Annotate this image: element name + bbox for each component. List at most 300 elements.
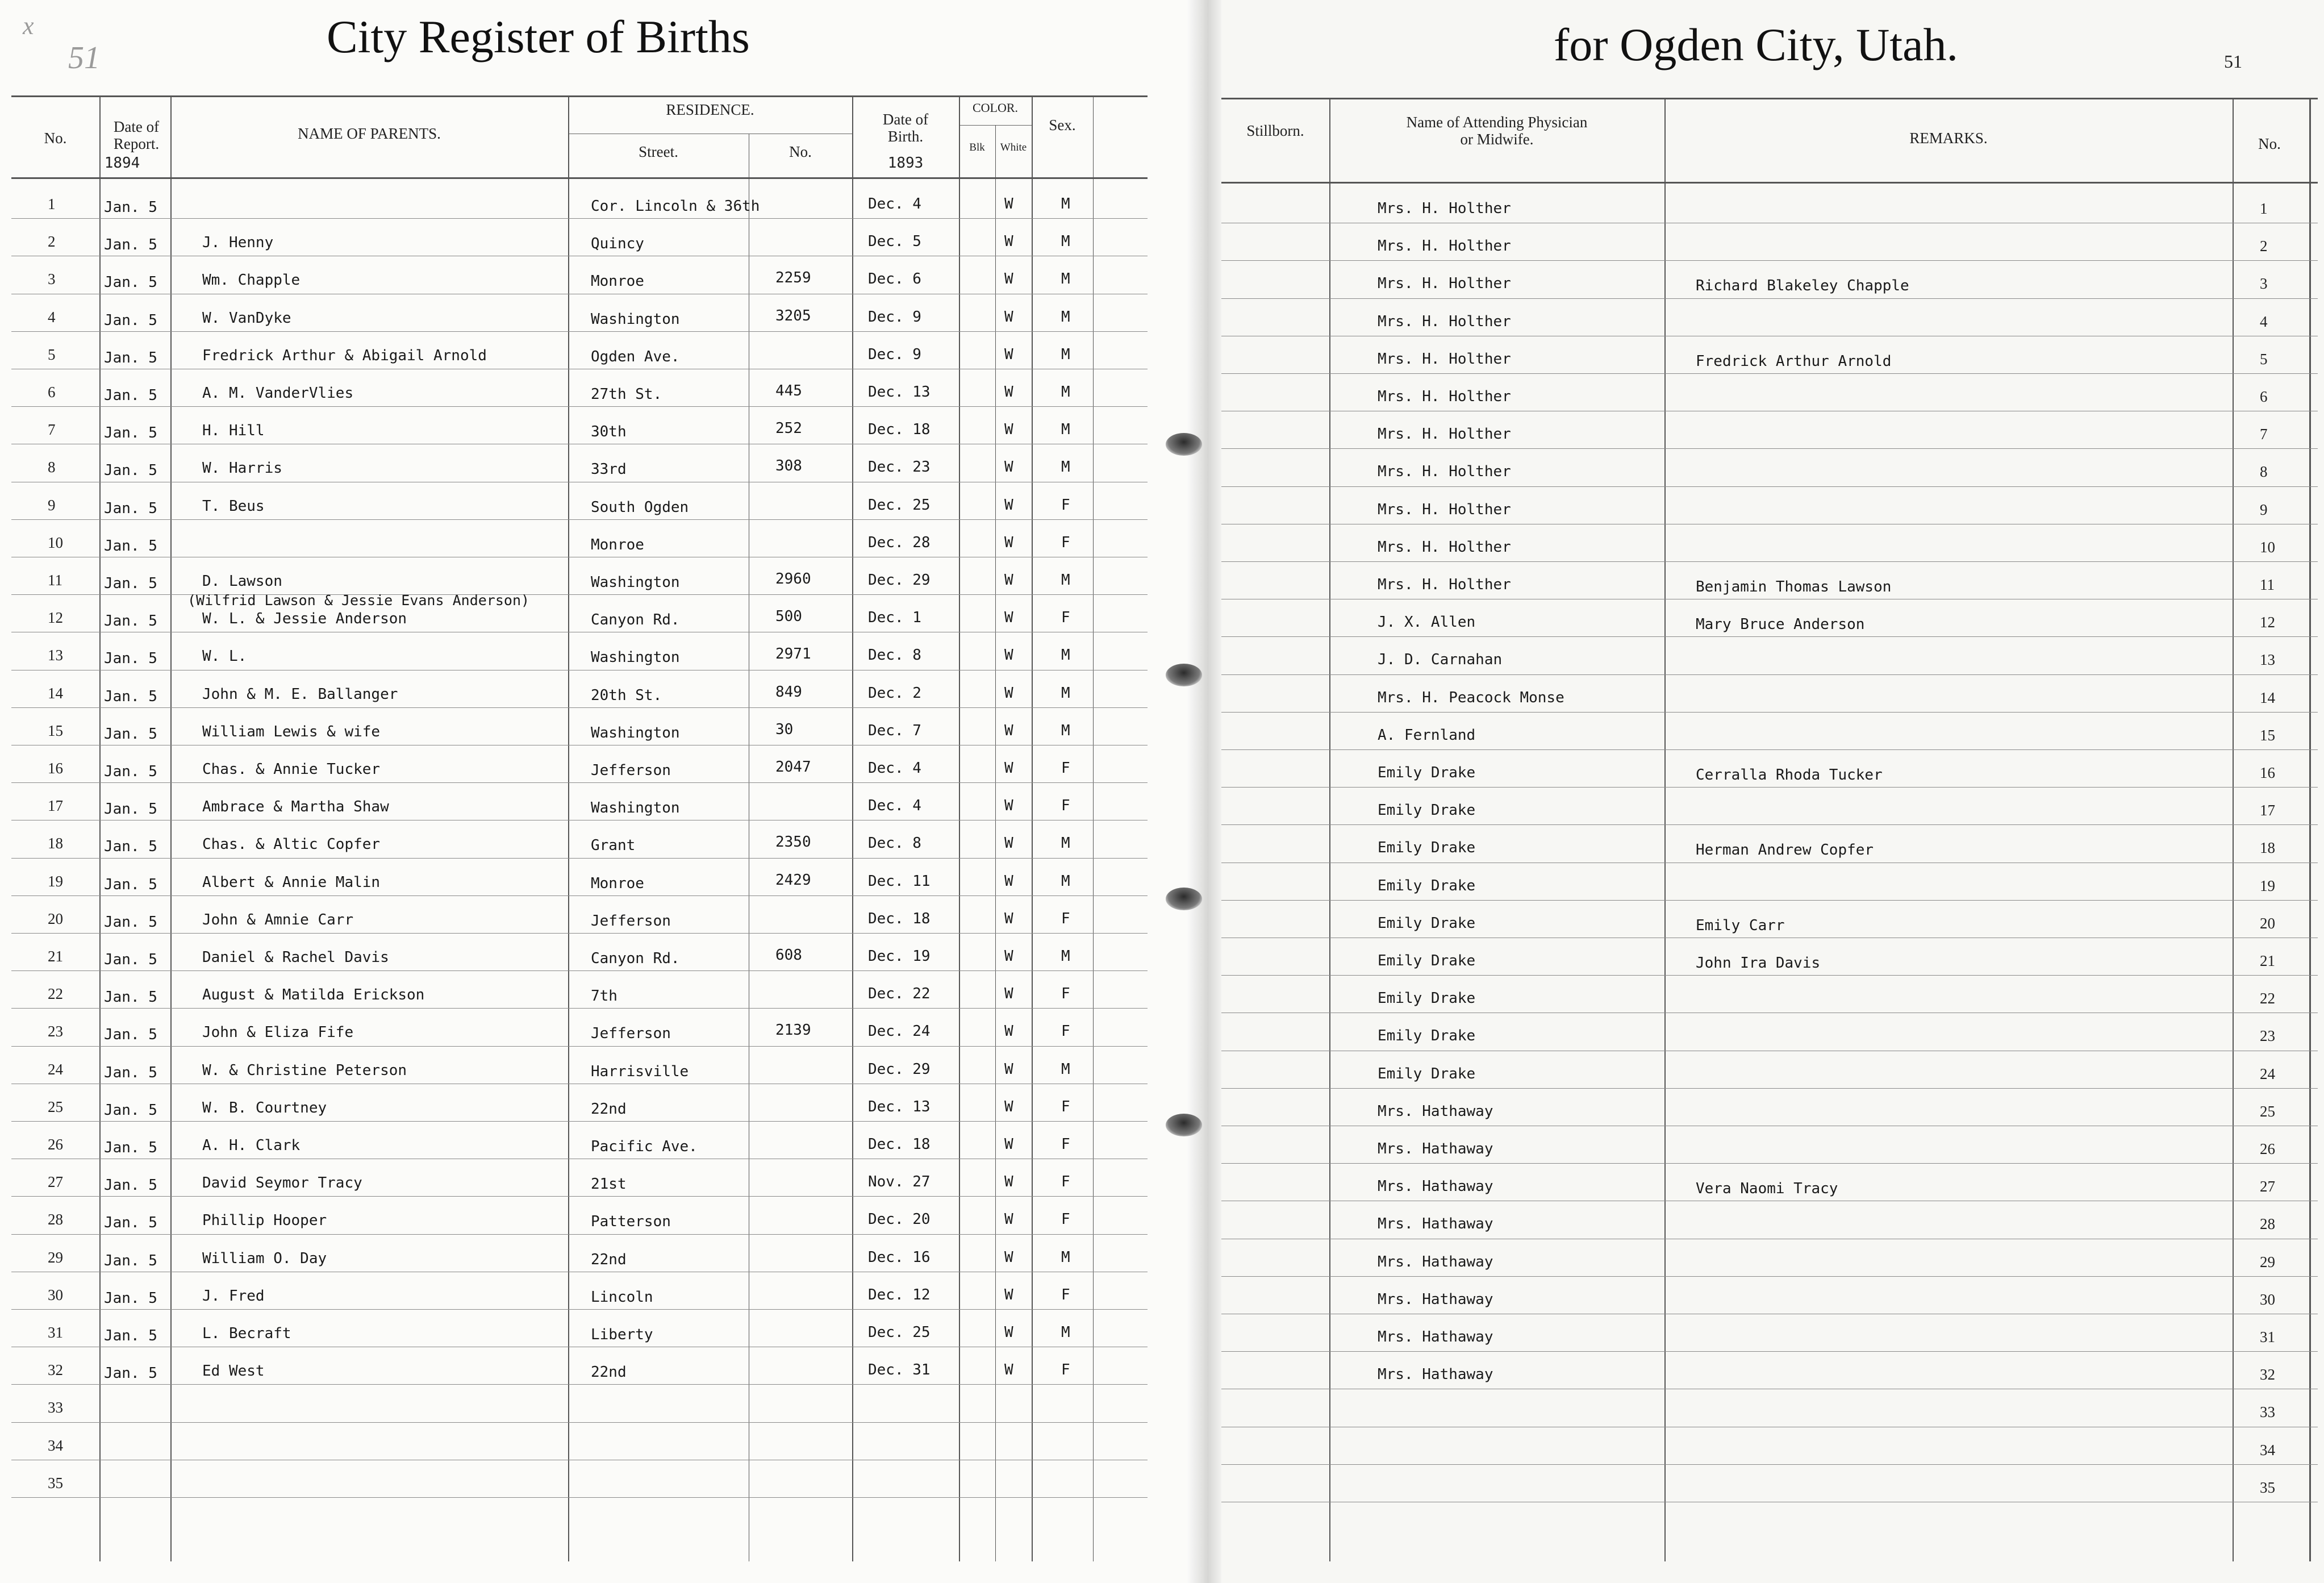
attending-physician: Emily Drake bbox=[1378, 952, 1476, 969]
attending-physician: Mrs. Hathaway bbox=[1378, 1328, 1493, 1345]
row-number-right: 27 bbox=[2260, 1178, 2275, 1195]
row-number: 7 bbox=[48, 421, 56, 439]
sex: F bbox=[1061, 609, 1070, 627]
parents-name: John & Eliza Fife bbox=[202, 1024, 354, 1042]
residence-number: 2429 bbox=[775, 871, 811, 889]
row-number: 3 bbox=[48, 270, 56, 288]
residence-street: Jefferson bbox=[591, 762, 671, 779]
birth-date: Dec. 2 bbox=[868, 684, 921, 702]
row-number: 30 bbox=[48, 1286, 63, 1303]
residence-street: South Ogden bbox=[591, 498, 689, 516]
color-white: W bbox=[1004, 835, 1013, 852]
row-rule bbox=[1221, 1351, 2318, 1352]
attending-physician: Emily Drake bbox=[1378, 1027, 1476, 1045]
parents-name: A. M. VanderVlies bbox=[202, 385, 354, 402]
header-date-report: Date of Report. bbox=[113, 118, 160, 152]
row-number-right: 31 bbox=[2260, 1328, 2275, 1345]
report-date: Jan. 5 bbox=[104, 236, 157, 254]
residence-street: Patterson bbox=[591, 1213, 671, 1231]
color-white: W bbox=[1004, 872, 1013, 890]
color-white: W bbox=[1004, 534, 1013, 551]
row-number: 11 bbox=[48, 572, 62, 589]
row-number-right: 33 bbox=[2260, 1403, 2275, 1421]
row-rule bbox=[1221, 824, 2318, 825]
sex: M bbox=[1061, 872, 1070, 890]
row-number: 16 bbox=[48, 760, 63, 777]
sex: M bbox=[1061, 948, 1070, 965]
remarks: Richard Blakeley Chapple bbox=[1696, 277, 1909, 295]
attending-physician: Mrs. Hathaway bbox=[1378, 1140, 1493, 1157]
parents-name: T. Beus bbox=[202, 497, 265, 515]
row-number: 23 bbox=[48, 1023, 63, 1040]
report-date: Jan. 5 bbox=[104, 1101, 157, 1119]
row-number: 15 bbox=[48, 722, 63, 739]
sex: M bbox=[1061, 421, 1070, 439]
residence-street: Monroe bbox=[591, 273, 644, 290]
header-color: COLOR. bbox=[972, 101, 1019, 115]
row-number: 22 bbox=[48, 985, 63, 1003]
residence-number: 3205 bbox=[775, 307, 811, 324]
header-name-of-parents: NAME OF PARENTS. bbox=[298, 125, 441, 142]
birth-date: Dec. 4 bbox=[868, 797, 921, 815]
attending-physician: Mrs. Hathaway bbox=[1378, 1215, 1493, 1233]
attending-physician: Emily Drake bbox=[1378, 839, 1476, 857]
row-rule bbox=[1221, 561, 2318, 562]
remarks: Benjamin Thomas Lawson bbox=[1696, 578, 1892, 595]
color-white: W bbox=[1004, 421, 1013, 439]
color-white: W bbox=[1004, 1361, 1013, 1379]
sex: F bbox=[1061, 910, 1070, 927]
row-number: 28 bbox=[48, 1211, 63, 1228]
row-rule bbox=[11, 1121, 1148, 1122]
report-date: Jan. 5 bbox=[104, 424, 157, 442]
sex: M bbox=[1061, 270, 1070, 288]
row-rule bbox=[11, 519, 1148, 520]
color-white: W bbox=[1004, 910, 1013, 927]
row-number-right: 1 bbox=[2260, 200, 2268, 217]
row-rule bbox=[11, 331, 1148, 332]
color-white: W bbox=[1004, 384, 1013, 401]
parents-name: William O. Day bbox=[202, 1249, 327, 1267]
attending-physician: J. X. Allen bbox=[1378, 614, 1476, 631]
row-number-right: 24 bbox=[2260, 1065, 2275, 1082]
row-number-right: 35 bbox=[2260, 1478, 2275, 1496]
attending-physician: Mrs. H. Holther bbox=[1378, 501, 1511, 518]
row-rule bbox=[11, 1309, 1148, 1310]
row-rule bbox=[11, 858, 1148, 859]
row-number: 9 bbox=[48, 496, 56, 514]
parents-name: W. L. & Jessie Anderson bbox=[202, 610, 407, 628]
report-date: Jan. 5 bbox=[104, 876, 157, 893]
row-number: 25 bbox=[48, 1098, 63, 1115]
row-rule bbox=[11, 1384, 1148, 1385]
report-date: Jan. 5 bbox=[104, 387, 157, 404]
row-number: 1 bbox=[48, 195, 56, 213]
row-rule bbox=[1221, 712, 2318, 713]
parents-name: W. Harris bbox=[202, 460, 282, 477]
parents-name: L. Becraft bbox=[202, 1325, 291, 1342]
sex: F bbox=[1061, 1361, 1070, 1379]
row-number: 20 bbox=[48, 910, 63, 927]
header-color-black: Blk bbox=[969, 141, 985, 153]
report-date: Jan. 5 bbox=[104, 1365, 157, 1382]
report-date: Jan. 5 bbox=[104, 1064, 157, 1081]
report-date: Jan. 5 bbox=[104, 462, 157, 480]
color-white: W bbox=[1004, 1136, 1013, 1153]
report-date: Jan. 5 bbox=[104, 199, 157, 216]
remarks: Emily Carr bbox=[1696, 917, 1785, 934]
sex: F bbox=[1061, 1173, 1070, 1191]
report-date: Jan. 5 bbox=[104, 613, 157, 630]
sex: M bbox=[1061, 233, 1070, 251]
birth-date: Dec. 9 bbox=[868, 308, 921, 326]
residence-number: 2259 bbox=[775, 269, 811, 287]
sex: F bbox=[1061, 1023, 1070, 1040]
birth-date: Dec. 18 bbox=[868, 910, 931, 927]
row-number-right: 11 bbox=[2260, 576, 2275, 593]
row-rule bbox=[11, 1046, 1148, 1047]
residence-street: 33rd bbox=[591, 461, 627, 478]
binding-hole bbox=[1166, 1114, 1202, 1136]
row-rule bbox=[1221, 749, 2318, 750]
remarks: Mary Bruce Anderson bbox=[1696, 616, 1865, 634]
col-rule bbox=[99, 95, 101, 1561]
report-date: Jan. 5 bbox=[104, 537, 157, 555]
residence-number: 2971 bbox=[775, 645, 811, 663]
residence-street: Canyon Rd. bbox=[591, 611, 680, 629]
pencil-mark-x: x bbox=[23, 12, 34, 40]
header-report-year: 1894 bbox=[104, 155, 140, 172]
color-white: W bbox=[1004, 1098, 1013, 1115]
birth-date: Dec. 5 bbox=[868, 233, 921, 251]
attending-physician: Emily Drake bbox=[1378, 914, 1476, 932]
residence-number: 608 bbox=[775, 947, 802, 964]
row-rule bbox=[1221, 1163, 2318, 1164]
row-rule bbox=[1221, 787, 2318, 788]
attending-physician: J. D. Carnahan bbox=[1378, 651, 1503, 669]
color-white: W bbox=[1004, 459, 1013, 476]
parents-name: Ed West bbox=[202, 1363, 265, 1380]
residence-number: 2350 bbox=[775, 834, 811, 851]
residence-street: 22nd bbox=[591, 1251, 627, 1268]
row-number-right: 3 bbox=[2260, 275, 2268, 293]
row-rule bbox=[1221, 373, 2318, 374]
sex: M bbox=[1061, 308, 1070, 326]
color-white: W bbox=[1004, 1211, 1013, 1228]
row-number-right: 26 bbox=[2260, 1140, 2275, 1157]
attending-physician: Mrs. Hathaway bbox=[1378, 1102, 1493, 1120]
birth-date: Dec. 8 bbox=[868, 647, 921, 664]
header-top-rule bbox=[11, 95, 1148, 97]
residence-street: Pacific Ave. bbox=[591, 1138, 698, 1155]
sex: F bbox=[1061, 985, 1070, 1003]
right-page bbox=[1221, 0, 2324, 1583]
header-bottom-rule bbox=[1221, 182, 2318, 184]
residence-street: 20th St. bbox=[591, 686, 662, 704]
row-number-right: 16 bbox=[2260, 764, 2275, 781]
color-white: W bbox=[1004, 308, 1013, 326]
row-number-right: 20 bbox=[2260, 914, 2275, 932]
color-white: W bbox=[1004, 1023, 1013, 1040]
attending-physician: Mrs. H. Holther bbox=[1378, 350, 1511, 368]
sex: F bbox=[1061, 496, 1070, 514]
birth-date: Dec. 31 bbox=[868, 1361, 931, 1379]
row-number: 32 bbox=[48, 1361, 63, 1379]
header-bottom-rule bbox=[11, 177, 1148, 179]
row-number-right: 30 bbox=[2260, 1290, 2275, 1308]
header-remarks: REMARKS. bbox=[1909, 130, 1988, 147]
birth-date: Dec. 13 bbox=[868, 1098, 931, 1115]
parents-name: David Seymor Tracy bbox=[202, 1174, 362, 1192]
col-rule bbox=[852, 95, 853, 1561]
sex: M bbox=[1061, 459, 1070, 476]
attending-physician: Mrs. H. Holther bbox=[1378, 200, 1511, 217]
col-rule bbox=[568, 95, 569, 1561]
attending-physician: Mrs. Hathaway bbox=[1378, 1178, 1493, 1195]
attending-physician: Mrs. Hathaway bbox=[1378, 1290, 1493, 1308]
sex: F bbox=[1061, 797, 1070, 815]
col-rule bbox=[1093, 95, 1094, 1561]
col-rule bbox=[995, 125, 996, 1561]
attending-physician: Mrs. Hathaway bbox=[1378, 1253, 1493, 1270]
header-residence-no: No. bbox=[789, 143, 812, 160]
attending-physician: Mrs. Hathaway bbox=[1378, 1366, 1493, 1384]
sex: F bbox=[1061, 1211, 1070, 1228]
row-rule bbox=[1221, 260, 2318, 261]
parents-name: Fredrick Arthur & Abigail Arnold bbox=[202, 347, 487, 364]
attending-physician: Mrs. H. Peacock Monse bbox=[1378, 689, 1564, 706]
residence-number: 849 bbox=[775, 683, 802, 701]
color-white: W bbox=[1004, 1173, 1013, 1191]
row-rule bbox=[11, 707, 1148, 708]
row-number: 33 bbox=[48, 1399, 63, 1417]
row-rule bbox=[11, 218, 1148, 219]
color-white: W bbox=[1004, 233, 1013, 251]
header-street: Street. bbox=[639, 143, 678, 160]
color-white: W bbox=[1004, 1248, 1013, 1266]
header-residence: RESIDENCE. bbox=[666, 101, 754, 118]
color-white: W bbox=[1004, 496, 1013, 514]
binding-hole bbox=[1166, 888, 1202, 910]
row-number: 13 bbox=[48, 647, 63, 664]
report-date: Jan. 5 bbox=[104, 838, 157, 856]
attending-physician: A. Fernland bbox=[1378, 726, 1476, 744]
residence-number: 2047 bbox=[775, 759, 811, 776]
birth-date: Dec. 12 bbox=[868, 1286, 931, 1303]
row-rule bbox=[1221, 900, 2318, 901]
remarks: Cerralla Rhoda Tucker bbox=[1696, 766, 1883, 784]
row-number-right: 17 bbox=[2260, 802, 2275, 819]
color-white: W bbox=[1004, 760, 1013, 777]
birth-date: Dec. 23 bbox=[868, 459, 931, 476]
header-top-rule bbox=[1221, 98, 2318, 99]
binding-hole bbox=[1166, 664, 1202, 686]
birth-date: Dec. 9 bbox=[868, 345, 921, 363]
row-number: 14 bbox=[48, 684, 63, 702]
row-rule bbox=[11, 1008, 1148, 1009]
birth-date: Dec. 6 bbox=[868, 270, 921, 288]
header-sex: Sex. bbox=[1049, 116, 1076, 134]
row-number-right: 7 bbox=[2260, 426, 2268, 443]
row-number: 27 bbox=[48, 1173, 63, 1191]
residence-street: Ogden Ave. bbox=[591, 348, 680, 365]
row-rule bbox=[11, 782, 1148, 783]
sex: M bbox=[1061, 1248, 1070, 1266]
residence-street: Jefferson bbox=[591, 912, 671, 930]
row-number-right: 4 bbox=[2260, 313, 2268, 330]
parents-name: W. B. Courtney bbox=[202, 1099, 327, 1117]
attending-physician: Emily Drake bbox=[1378, 877, 1476, 894]
report-date: Jan. 5 bbox=[104, 763, 157, 780]
header-stillborn: Stillborn. bbox=[1246, 122, 1304, 139]
birth-date: Dec. 25 bbox=[868, 496, 931, 514]
report-date: Jan. 5 bbox=[104, 951, 157, 968]
color-white: W bbox=[1004, 1060, 1013, 1078]
attending-physician: Emily Drake bbox=[1378, 1065, 1476, 1082]
row-number-right: 32 bbox=[2260, 1366, 2275, 1384]
row-rule bbox=[11, 1497, 1148, 1498]
row-number-right: 10 bbox=[2260, 538, 2275, 556]
header-no: No. bbox=[44, 130, 67, 147]
parents-name: Chas. & Annie Tucker bbox=[202, 761, 381, 778]
birth-date: Dec. 18 bbox=[868, 1136, 931, 1153]
color-white: W bbox=[1004, 270, 1013, 288]
row-number: 12 bbox=[48, 609, 63, 627]
parents-name: Ambrace & Martha Shaw bbox=[202, 798, 389, 816]
birth-date: Nov. 27 bbox=[868, 1173, 931, 1191]
row-rule bbox=[1221, 486, 2318, 487]
residence-street: 22nd bbox=[591, 1100, 627, 1118]
row-number-right: 29 bbox=[2260, 1253, 2275, 1270]
row-rule bbox=[1221, 1088, 2318, 1089]
residence-street: Canyon Rd. bbox=[591, 950, 680, 967]
row-number: 34 bbox=[48, 1436, 63, 1454]
birth-date: Dec. 24 bbox=[868, 1023, 931, 1040]
header-date-birth: Date of Birth. bbox=[882, 111, 929, 145]
birth-date: Dec. 28 bbox=[868, 534, 931, 551]
row-number-right: 22 bbox=[2260, 990, 2275, 1007]
report-date: Jan. 5 bbox=[104, 913, 157, 931]
color-white: W bbox=[1004, 684, 1013, 702]
residence-street: Washington bbox=[591, 799, 680, 817]
row-number-right: 25 bbox=[2260, 1102, 2275, 1120]
row-rule bbox=[1221, 298, 2318, 299]
residence-street: Monroe bbox=[591, 536, 644, 553]
parents-name: Chas. & Altic Copfer bbox=[202, 836, 381, 853]
birth-date: Dec. 29 bbox=[868, 572, 931, 589]
sex: F bbox=[1061, 1286, 1070, 1303]
attending-physician: Mrs. H. Holther bbox=[1378, 238, 1511, 255]
attending-physician: Emily Drake bbox=[1378, 990, 1476, 1007]
report-date: Jan. 5 bbox=[104, 499, 157, 517]
residence-street: 21st bbox=[591, 1176, 627, 1193]
attending-physician: Mrs. H. Holther bbox=[1378, 388, 1511, 405]
parents-name: H. Hill bbox=[202, 422, 265, 440]
sex: F bbox=[1061, 1098, 1070, 1115]
sex: M bbox=[1061, 1060, 1070, 1078]
row-rule bbox=[11, 933, 1148, 934]
residence-street: Grant bbox=[591, 837, 636, 855]
row-rule bbox=[1221, 636, 2318, 637]
book-gutter bbox=[1187, 0, 1221, 1583]
report-date: Jan. 5 bbox=[104, 1139, 157, 1156]
row-number-right: 34 bbox=[2260, 1441, 2275, 1459]
residence-street: Washington bbox=[591, 724, 680, 741]
birth-date: Dec. 11 bbox=[868, 872, 931, 890]
row-number-right: 14 bbox=[2260, 689, 2275, 706]
page-edge-rule bbox=[2309, 98, 2311, 1561]
col-rule bbox=[1664, 98, 1666, 1561]
report-date: Jan. 5 bbox=[104, 1252, 157, 1269]
remarks: Vera Naomi Tracy bbox=[1696, 1180, 1838, 1198]
parents-name: John & M. E. Ballanger bbox=[202, 685, 398, 703]
parents-name: D. Lawson bbox=[202, 573, 282, 590]
attending-physician: Mrs. H. Holther bbox=[1378, 313, 1511, 330]
binding-hole bbox=[1166, 433, 1202, 456]
report-date: Jan. 5 bbox=[104, 274, 157, 291]
parents-name: Wm. Chapple bbox=[202, 272, 301, 289]
row-number: 5 bbox=[48, 345, 56, 363]
report-date: Jan. 5 bbox=[104, 349, 157, 366]
row-number: 4 bbox=[48, 308, 56, 326]
sex: M bbox=[1061, 384, 1070, 401]
row-rule bbox=[11, 970, 1148, 971]
row-number-right: 21 bbox=[2260, 952, 2275, 969]
row-number: 29 bbox=[48, 1248, 63, 1266]
col-rule bbox=[959, 95, 960, 1561]
row-number-right: 12 bbox=[2260, 614, 2275, 631]
residence-street: Lincoln bbox=[591, 1288, 653, 1306]
attending-physician: Mrs. H. Holther bbox=[1378, 426, 1511, 443]
birth-date: Dec. 13 bbox=[868, 384, 931, 401]
color-white: W bbox=[1004, 195, 1013, 213]
residence-street: Harrisville bbox=[591, 1063, 689, 1080]
sex: F bbox=[1061, 1136, 1070, 1153]
residence-street: Liberty bbox=[591, 1326, 653, 1343]
residence-street: Cor. Lincoln & 36th bbox=[591, 198, 760, 215]
row-number: 10 bbox=[48, 534, 63, 551]
color-white: W bbox=[1004, 345, 1013, 363]
row-number: 17 bbox=[48, 797, 63, 815]
report-date: Jan. 5 bbox=[104, 1289, 157, 1307]
parents-name: John & Amnie Carr bbox=[202, 911, 354, 928]
residence-street: Washington bbox=[591, 310, 680, 328]
residence-number: 500 bbox=[775, 608, 802, 626]
parents-name: William Lewis & wife bbox=[202, 723, 381, 740]
row-number: 24 bbox=[48, 1060, 63, 1078]
birth-date: Dec. 18 bbox=[868, 421, 931, 439]
row-number-right: 15 bbox=[2260, 726, 2275, 744]
parents-name: Daniel & Rachel Davis bbox=[202, 949, 389, 966]
birth-date: Dec. 25 bbox=[868, 1324, 931, 1341]
parents-name: Albert & Annie Malin bbox=[202, 873, 381, 891]
attending-physician: Mrs. H. Holther bbox=[1378, 538, 1511, 556]
row-number-right: 5 bbox=[2260, 350, 2268, 368]
attending-physician: Mrs. H. Holther bbox=[1378, 463, 1511, 481]
row-rule bbox=[11, 406, 1148, 407]
birth-date: Dec. 7 bbox=[868, 722, 921, 739]
sex: M bbox=[1061, 722, 1070, 739]
report-date: Jan. 5 bbox=[104, 725, 157, 743]
row-number-right: 18 bbox=[2260, 839, 2275, 857]
attending-physician: Emily Drake bbox=[1378, 764, 1476, 781]
row-number: 18 bbox=[48, 835, 63, 852]
register-title-continued: for Ogden City, Utah. bbox=[1554, 19, 1959, 70]
birth-date: Dec. 19 bbox=[868, 948, 931, 965]
birth-date: Dec. 4 bbox=[868, 760, 921, 777]
residence-street: 7th bbox=[591, 988, 617, 1005]
color-white: W bbox=[1004, 722, 1013, 739]
